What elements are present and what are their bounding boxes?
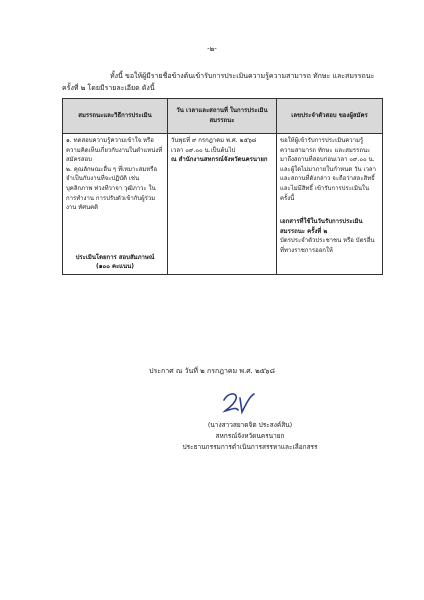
exam-place: ณ สำนักงานสหกรณ์จังหวัดนครนายก <box>171 156 268 164</box>
competency-cell <box>63 134 168 275</box>
signature-image <box>220 390 260 416</box>
signer-name: (นางสาวสยาดจิต ประสงค์สิน) <box>207 421 293 429</box>
intro-paragraph <box>62 70 382 94</box>
header-competency: สมรรถนะและวิธีการประเมิน <box>63 99 168 134</box>
documents-heading: เอกสารที่ใช้ในวันรับการประเมินสมรรถนะ ครั้งที่ ๒ <box>280 218 363 235</box>
header-exam-id: เลขประจำตัวสอบ ของผู้สมัคร <box>277 99 383 134</box>
signer-title-1: สหกรณ์จังหวัดนครนายก <box>215 432 285 440</box>
intro-line-1: ทั้งนี้ ขอให้ผู้มีรายชื่อข้างต้นเข้ารับการประเมินความรู้ความสามารถ ทักษะ และสมรรถนะ <box>110 72 375 80</box>
assessment-method: ประเมินโดยการ สอบสัมภาษณ์ <box>75 253 155 261</box>
announcement-date: ประกาศ ณ วันที่ ๒ กรกฎาคม พ.ศ. ๒๕๖๘ <box>149 367 275 375</box>
signer-block <box>150 420 350 453</box>
page-number: -๒- <box>207 45 217 53</box>
exam-instructions: ขอให้ผู้เข้ารับการประเมินความรู้ ความสามารถ ทักษะ และสมรรถนะ มาถึงสถานที่สอบก่อนเวลา ๐๙.๐๐ น. และผู้ใดไม่มาภายในกำหนด วัน เวลา และสถานที่ดังกล่าว จะถือว่าสละสิทธิ์ และไม่มีสิทธิ์ เข้ารับการประเมินในครั้งนี้ <box>280 137 376 202</box>
table-row <box>63 134 383 275</box>
competency-item-1: ๑. ทดสอบความรู้ความเข้าใจ หรือความคิดเห็นเกี่ยวกับงานในตำแหน่งที่สมัครสอบ <box>66 137 163 164</box>
assessment-table <box>62 98 383 275</box>
assessment-score: (๑๐๐ คะแนน) <box>95 263 134 271</box>
header-date-place: วัน เวลาและสถานที่ ในการประเมินสมรรถนะ <box>168 99 277 134</box>
exam-date: วันพุธที่ ๙ กรกฎาคม พ.ศ. ๒๕๖๘ <box>171 137 257 144</box>
date-place-cell <box>168 134 277 275</box>
intro-line-2: ครั้งที่ ๒ โดยมีรายละเอียด ดังนี้ <box>62 84 155 92</box>
documents-text: บัตรประจำตัวประชาชน หรือ บัตรอื่นที่ทางราชการออกให้ <box>280 237 375 254</box>
table-header-row <box>63 99 383 134</box>
exam-time: เวลา ๐๙.๐๐ น.เป็นต้นไป <box>171 146 236 154</box>
competency-item-2: ๒. คุณลักษณะอื่น ๆ ที่เหมาะสมหรือจำเป็นกับงานที่จะปฏิบัติ เช่น บุคลิกภาพ ท่วงทีวาจา วุฒิภาวะ ในการทำงาน การปรับตัวเข้ากับผู้ร่วมงาน ทัศนคติ <box>66 165 158 212</box>
exam-id-cell <box>277 134 383 275</box>
signer-title-2: ประธานกรรมการดำเนินการสรรหาและเลือกสรร <box>182 443 318 451</box>
